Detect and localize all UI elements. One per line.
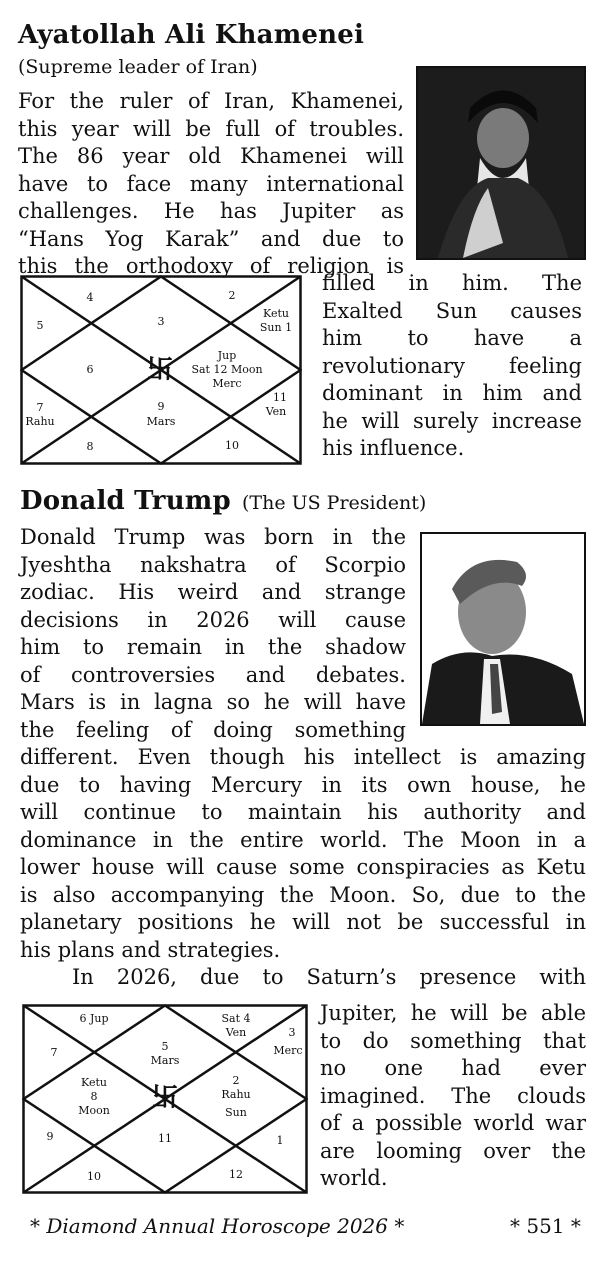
text-line: lower house will cause some conspiracies as Ketu [20, 855, 586, 879]
text-line: his influence. [322, 436, 465, 460]
text-line: he will surely increase [322, 408, 582, 433]
house-2-label: 2 [232, 1074, 240, 1087]
house-2: 2 [228, 289, 236, 302]
text-line: decisions in 2026 will cause [20, 607, 406, 632]
text-line: filled in him. The [322, 271, 582, 295]
house-8-planets: Ketu [81, 1076, 107, 1089]
house-12-line2: Sat 12 Moon [191, 363, 263, 376]
house-6: 6 [86, 363, 94, 376]
trump-photo [420, 532, 586, 726]
house-7-planets: Rahu [25, 415, 55, 428]
section2-wrap-text [320, 1000, 586, 1193]
footer-title: * Diamond Annual Horoscope 2026 * [30, 1214, 405, 1238]
house-12-line1: Jup [217, 349, 237, 362]
text-line: “Hans Yog Karak” and due to [18, 226, 404, 251]
text-line: have to face many international [18, 171, 404, 196]
house-9-label: 9 [46, 1130, 54, 1143]
house-10: 10 [225, 439, 239, 452]
house-3-planets: Merc [273, 1044, 303, 1057]
text-line: this the orthodoxy of religion is [18, 254, 404, 278]
text-line: due to having Mercury in its own house, he [20, 772, 586, 797]
swastika-symbol: 卐 [146, 355, 174, 385]
text-line: of controversies and debates. [20, 662, 406, 687]
house-11: 11 [273, 391, 287, 404]
house-8-label: 8 [90, 1090, 98, 1103]
text-line: The 86 year old Khamenei will [18, 144, 404, 168]
text-line: are looming over the [320, 1138, 586, 1163]
section2-title: Donald Trump [20, 486, 231, 516]
house-3-label: 3 [288, 1026, 296, 1039]
house-11-label: 11 [158, 1132, 172, 1145]
text-line: will continue to maintain his authority and [20, 800, 586, 824]
house-4-planets: Ven [225, 1026, 247, 1039]
text-line: world. [320, 1166, 388, 1190]
house-7: 7 [36, 401, 44, 414]
text-line: Exalted Sun causes [322, 298, 582, 323]
house-4-label: Sat 4 [221, 1012, 251, 1025]
trump-birth-chart [22, 1004, 308, 1194]
section2-heading [20, 486, 426, 516]
khamenei-photo [416, 66, 586, 260]
house-2-planets-2: Sun [225, 1106, 247, 1119]
text-line: revolutionary feeling [322, 353, 582, 378]
section1-body [18, 88, 404, 281]
house-9-planets: Mars [146, 415, 176, 428]
text-line: challenges. He has Jupiter as [18, 199, 404, 223]
house-12-line3: Merc [212, 377, 242, 390]
section1-title: Ayatollah Ali Khamenei [18, 20, 365, 50]
house-10-label: 10 [87, 1170, 101, 1183]
text-line: his plans and strategies. [20, 937, 281, 962]
house-5-planets: Mars [150, 1054, 180, 1067]
khamenei-birth-chart [20, 275, 302, 465]
house-8-planets-2: Moon [78, 1104, 110, 1117]
text-line: dominant in him and [322, 381, 582, 405]
section1-wrap-text [322, 270, 582, 463]
house-6-label: 6 Jup [79, 1012, 109, 1025]
section2-title-suffix: (The US President) [242, 492, 427, 514]
house-3: Ketu [263, 307, 289, 320]
house-12-label: 12 [229, 1168, 243, 1181]
text-line: Jupiter, he will be able [320, 1001, 586, 1025]
house-8: 8 [86, 440, 94, 453]
text-line: planetary positions he will not be successful in [20, 910, 586, 934]
text-line: him to have a [322, 326, 582, 350]
text-line: different. Even though his intellect is amazing [20, 745, 586, 769]
text-line: For the ruler of Iran, Khamenei, [18, 89, 404, 113]
text-line: is also accompanying the Moon. So, due to the [20, 882, 586, 907]
house-9: 9 [157, 400, 165, 413]
text-line: to do something that [320, 1028, 586, 1053]
text-line: him to remain in the shadow [20, 635, 406, 659]
house-5-label: 5 [161, 1040, 169, 1053]
house-3-planets: Sun 1 [259, 321, 293, 334]
text-line: imagined. The clouds [320, 1083, 586, 1108]
house-4: 4 [86, 291, 94, 304]
text-line: Jyeshtha nakshatra of Scorpio [20, 552, 406, 577]
page-number: * 551 * [510, 1214, 581, 1238]
text-line: the feeling of doing something [20, 717, 406, 742]
text-line: zodiac. His weird and strange [20, 580, 406, 604]
text-line: Donald Trump was born in the [20, 525, 406, 549]
swastika-symbol: 卐 [151, 1083, 179, 1113]
section2-full-text [20, 744, 586, 992]
section2-body [20, 524, 406, 744]
text-line-indent: In 2026, due to Saturn’s presence with [72, 965, 586, 989]
house-1: 3 [157, 315, 165, 328]
house-11-planets: Ven [265, 405, 287, 418]
text-line: dominance in the entire world. The Moon in a [20, 827, 586, 852]
text-line: no one had ever [320, 1056, 586, 1080]
text-line: this year will be full of troubles. [18, 116, 404, 141]
section1-subtitle: (Supreme leader of Iran) [18, 56, 258, 78]
house-5: 5 [36, 319, 44, 332]
house-7-label: 7 [50, 1046, 58, 1059]
text-line: of a possible world war [320, 1111, 586, 1135]
house-1-label: 1 [276, 1134, 284, 1147]
text-line: Mars is in lagna so he will have [20, 690, 406, 714]
house-2-planets: Rahu [221, 1088, 251, 1101]
